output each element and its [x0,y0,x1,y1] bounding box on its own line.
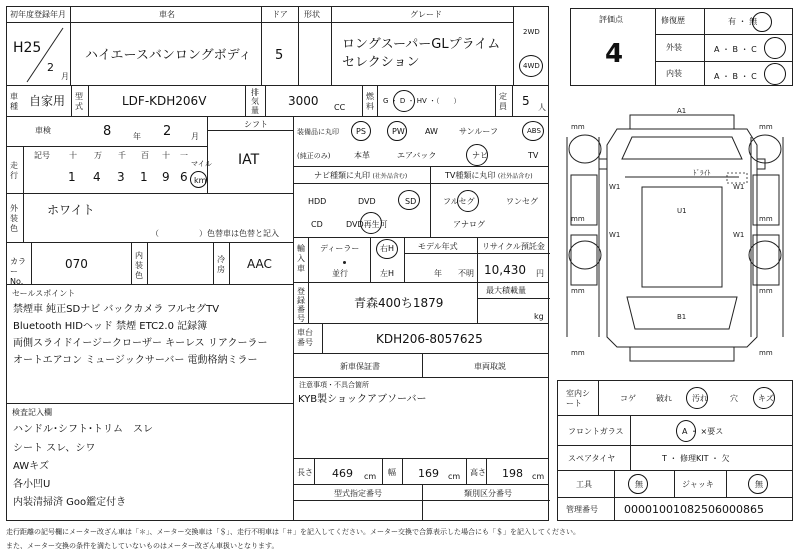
notes-label: 注意事項・不具合箇所 [299,381,369,389]
equip-leather: 本革 [354,151,370,160]
cell-type-numbers [293,484,549,521]
cell-color-no [6,242,294,285]
drive-4wd-circle [519,55,543,77]
seat-scratch: キズ [758,394,774,403]
odometer-digit: 1 [68,170,76,184]
height-unit: cm [532,472,545,481]
equipment-sub: (純正のみ) [297,152,331,160]
mm-label-bl: mm [571,287,585,295]
seat-scratch-circle [753,387,775,409]
shape-label: 形状 [304,10,320,19]
km-label: km [194,176,207,185]
exterior-label: 外装色 [10,204,18,233]
import-left: 左H [380,269,395,278]
inspection-month: 2 [163,124,172,139]
cell-sales-points [6,284,294,404]
chassis-label: 車台番号 [297,328,313,347]
repair-label: 修復歴 [661,16,685,25]
sales-line-3: 両側スライドイージークローザー キーレス リアクーラー [13,338,268,349]
width-label: 幅 [388,468,396,477]
max-load-label: 最大積載量 [486,286,526,295]
sales-line-1: 禁煙車 純正SDナビ バックカメラ フルセグTV [13,304,220,315]
equip-ps: PS [356,127,366,136]
damage-w1-fr: W1 [733,183,745,191]
footer-line-1: 走行距離の記号欄にメーター改ざん車は「＊」、メーター交換車は「＄」、走行不明車は「＃」を記入してください。メーター交換で合算表示した場合にも「＄」を記入してください。 [6,528,580,536]
cell-mgmt-number [557,497,793,521]
cell-model [71,85,246,117]
mgmt-value: 0000100108250600086​5 [624,503,764,516]
navi-dvd-play: DVD再生可 [346,220,388,229]
odometer-digit: 3 [117,170,125,184]
mile-label: マイル [191,160,212,168]
spare-label: スペアタイヤ [568,454,616,463]
seat-stain-circle [686,387,708,409]
mm-label-mr: mm [759,215,773,223]
seat-tear: 破れ [656,394,672,403]
navi-sd-circle [398,190,420,210]
grade-label: グレード [410,10,442,19]
new-warranty: 新車保証書 [340,362,380,371]
seat-burn: コゲ [620,394,636,403]
mm-label-tr: mm [759,123,773,131]
inspection-month-unit: 月 [191,132,199,141]
model-year-label: モデル年式 [418,242,458,251]
navi-sd: SD [405,197,417,206]
import-right: 右H [380,244,395,253]
int-c-circle [764,63,786,85]
length-label: 長さ [297,468,313,477]
equip-pw: PW [392,127,405,136]
cell-spare-tire [557,445,793,471]
import-parallel: 並行 [332,269,348,278]
cell-history [293,353,549,378]
grade-value: ロングスーパーGLプライムセレクション [342,37,501,70]
ps-circle [351,121,371,141]
capacity-unit: 人 [538,103,546,112]
capacity-label: 定員 [499,92,507,111]
sales-line-2: Bluetooth HIDヘッド 禁煙 ETC2.0 記録簿 [13,321,208,332]
cell-first-reg [6,6,71,86]
cell-tv-types [430,166,549,238]
odometer-digit: 6 [180,170,188,184]
reg-month: 2 [47,61,54,74]
mgmt-label: 管理番号 [566,505,598,514]
digit-label-1k: 千 [118,151,126,160]
repair-value: 有 ・ 無 [728,17,758,26]
notes-value: KYB製ショックアブソーバー [298,394,427,405]
cell-exterior-color [6,193,294,243]
abs-circle [522,121,544,141]
type-designation-label: 型式指定番号 [334,489,382,498]
cell-registration [293,282,549,324]
model-value: LDF-KDH206V [122,94,207,108]
model-year-value: 不明 [458,269,474,278]
car-diagram [557,97,793,380]
int-value: A ・ B ・ C [714,72,757,81]
inspection-year: 8 [103,124,112,139]
cell-drive [513,6,549,86]
equip-sunroof: サンルーフ [459,127,498,136]
displacement-label: 排気量 [251,88,259,115]
registration-value: 青森400ち1879 [354,296,444,310]
length-unit: cm [364,472,377,481]
seat-hole: 穴 [730,394,738,403]
mm-label-ml: mm [571,215,585,223]
tv-oneseg: ワンセグ [506,197,538,206]
import-dealer: ディーラー [320,244,360,253]
equip-aw: AW [425,127,438,136]
equip-airbag: エアバック [397,151,437,160]
cell-category [6,85,72,117]
doors-value: 5 [275,48,284,63]
car-outline-diagram [557,97,793,380]
interior-seat-label: 室内シート [566,389,590,408]
cell-dims [293,458,549,485]
digit-label-10: 十 [162,151,170,160]
cell-doors [261,6,299,86]
cell-evaluation-grid [655,8,793,86]
recycle-value: 10,430 [484,263,526,277]
ext-value: A ・ B ・ C [714,45,757,54]
glass-a-circle [676,420,696,442]
inspector-label: 検査記入欄 [12,408,52,417]
odometer-digit: 1 [140,170,148,184]
navi-hdd: HDD [308,197,327,206]
exterior-color-note: （ ）色替車は色替と記入 [151,229,279,238]
damage-a1: A1 [677,107,687,115]
cell-displacement [245,85,363,117]
color-no-label: カラーNo. [10,257,26,286]
repair-none-circle [752,12,772,32]
equip-navi: ナビ [472,151,488,160]
exterior-color: ホワイト [47,203,95,217]
cell-inspection [6,116,208,147]
right-hand-circle [376,239,398,259]
cell-inspector [6,403,294,521]
driver-label: ﾄﾞﾗｲﾄ [693,169,711,177]
cell-score [570,8,656,86]
navi-cd: CD [311,220,323,229]
drive-4wd: 4WD [523,62,540,70]
inspector-line-5: 内装清掃済 Goo鑑定付き [13,497,127,508]
damage-b1: B1 [677,313,687,321]
cell-navi-types [293,166,431,238]
cell-grade [331,6,514,86]
pw-circle [387,121,407,141]
model-year-unit: 年 [434,269,442,278]
registration-label: 登録番号 [297,287,305,323]
navi-dvd: DVD [358,197,376,206]
int-label: 内装 [666,69,682,78]
damage-w1-fl: W1 [609,183,621,191]
inspector-line-3: AWキズ [13,461,49,472]
cell-shift [207,116,294,194]
car-name: ハイエースバンロングボディ [85,48,252,63]
equip-abs: ABS [527,127,541,135]
door-label: ドア [272,10,288,19]
cell-shape [298,6,332,86]
interior-color-label: 内装色 [135,251,143,280]
recycle-unit: 円 [536,269,544,278]
max-load-unit: kg [534,312,544,321]
chassis-value: KDH206-8057625 [376,332,483,346]
digit-label-100: 百 [141,151,149,160]
odometer-digit: 9 [162,170,170,184]
cell-tools [557,470,793,498]
score-label: 評価点 [599,15,623,24]
drive-2wd: 2WD [523,28,540,36]
navi-dvd-play-circle [360,212,382,234]
mm-label-bbr: mm [759,349,773,357]
ac-value: AAC [247,257,272,271]
ac-label: 冷房 [217,255,225,274]
height-label: 高さ [470,468,486,477]
footer-line-2: また、メーター交換の条件を満たしていないものはメーター改ざん車扱いとなります。 [6,542,279,550]
height-value: 198 [502,467,523,480]
navi-circle [466,144,488,166]
sales-line-4: オートエアコン ミュージックサーバー 電動格納ミラー [13,355,258,366]
km-circle [190,171,207,188]
odometer-digit: 4 [93,170,101,184]
color-no-value: 070 [65,257,88,271]
cell-chassis [293,323,549,354]
jack-value: 無 [755,480,763,489]
shift-label: シフト [244,120,268,129]
cell-notes [293,377,549,459]
inspector-line-2: シート スレ、シワ [13,443,96,454]
inspection-label: 車検 [35,126,51,135]
fuel-value: G ・ D ・ HV ・（ ） [383,97,461,105]
cell-odometer [6,146,212,194]
glass-value: A ・ ×要ス [682,427,724,436]
inspector-line-4: 各小凹U [13,479,51,490]
displacement-unit: CC [334,103,346,112]
manual: 車両取説 [474,362,506,371]
seat-stain: 汚れ [692,394,708,403]
width-value: 169 [418,467,439,480]
odometer-symbol-label: 記号 [34,151,50,160]
import-label: 輸入車 [297,244,305,273]
category-value: 自家用 [29,94,66,108]
first-reg-label: 初年度登録年月 [10,10,66,19]
length-value: 469 [332,467,353,480]
cell-interior-seat [557,380,793,416]
inspection-year-unit: 年 [133,132,141,141]
recycle-label: リサイクル預託金 [482,242,545,251]
damage-u1: U1 [677,207,687,215]
digit-label-100k: 十 [69,151,77,160]
ext-c-circle [764,37,786,59]
ext-label: 外装 [666,43,682,52]
mm-label-tl: mm [571,123,585,131]
mm-label-br: mm [759,287,773,295]
score-value: 4 [605,39,624,69]
tv-fullseg: フルセグ [443,197,475,206]
mm-label-bbl: mm [571,349,585,357]
tools-label: 工具 [576,480,592,489]
damage-w1-rl: W1 [609,231,621,239]
jack-none-circle [748,474,768,494]
reg-month-unit: 月 [61,72,69,81]
equipment-label: 装備品に丸印 [297,128,339,136]
digit-label-10k: 万 [94,151,102,160]
tools-value: 無 [635,480,643,489]
damage-w1-rr: W1 [733,231,745,239]
inspector-line-1: ハンドル･シフト･トリム スレ [13,424,153,435]
class-number-label: 類別区分番号 [464,489,512,498]
fuel-diesel-circle [393,90,415,112]
tv-title: TV種類に丸印 (社外品含む) [445,171,533,180]
cell-capacity [495,85,549,117]
cell-glass [557,415,793,446]
jack-label: ジャッキ [682,480,714,489]
sales-points-label: セールスポイント [12,289,76,298]
odometer-label: 走行 [10,161,18,180]
cell-fuel [362,85,496,117]
era-year: H25 [13,40,42,56]
cell-import [293,237,549,283]
shift-value: IAT [238,152,260,168]
navi-title: ナビ種類に丸印 (社外品含む) [314,171,408,180]
spare-value: T ・ 修理KIT ・ 欠 [662,454,730,463]
tv-analog: アナログ [453,220,485,229]
tv-fullseg-circle [457,190,479,212]
cell-equipment [293,116,549,167]
equip-tv: TV [528,151,539,160]
width-unit: cm [448,472,461,481]
digit-label-1: 一 [180,151,188,160]
glass-label: フロントガラス [568,427,624,436]
tools-none-circle [628,474,648,494]
capacity-value: 5 [522,94,530,108]
displacement-value: 3000 [288,94,319,108]
category-label: 車種 [10,92,18,111]
model-label: 型式 [75,92,83,111]
cell-car-name [70,6,262,86]
car-name-label: 車名 [159,10,175,19]
fuel-label: 燃料 [366,92,374,111]
